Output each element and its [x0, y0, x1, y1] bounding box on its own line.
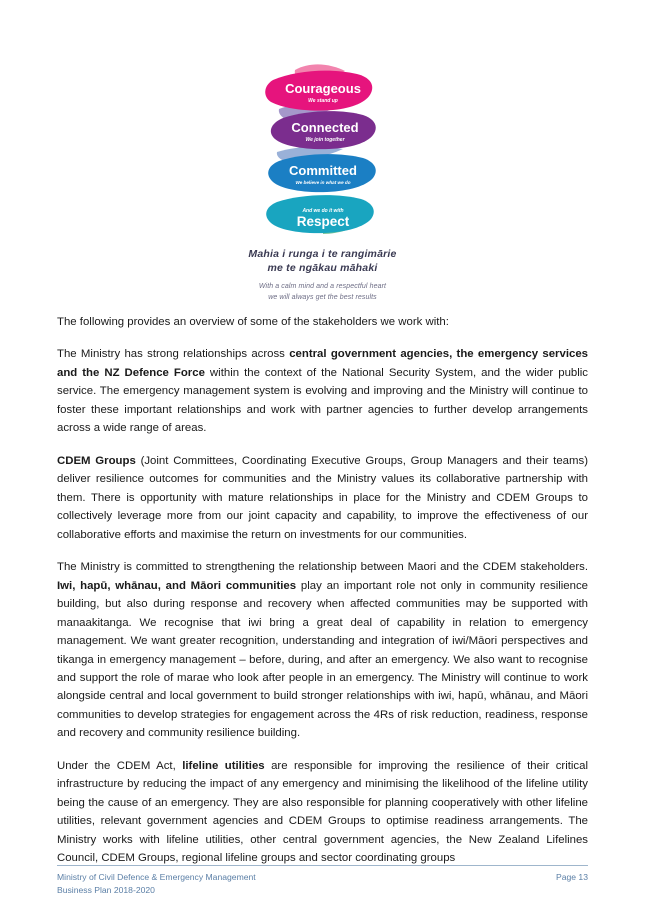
maori-text-bold: Iwi, hapū, whānau, and Māori communities: [57, 579, 297, 592]
tagline-maori-line-2: me te ngākau māhaki: [267, 262, 378, 275]
band-respect-title: Respect: [296, 214, 349, 229]
paragraph-lifeline-utilities: [57, 757, 588, 868]
lifeline-text-bold: lifeline utilities: [182, 759, 265, 772]
band-committed-subtitle: We believe in what we do: [294, 180, 351, 185]
maori-text-post: play an important role not only in community resilience building, but also during response and recovery when affected communities may be supported with manaakitanga. We recognise that iwi bring a great deal of capability in relation to emergency management. We want greater recognition, understanding and integration of iwi/Māori perspectives and tikanga in emergency management – before, during, and after an emergency. We also want to recognise and support the role of marae who look after people in an emergency. The Ministry will continue to work alongside central and local government to build stronger relationships with iwi, hapū, whānau, and Māori communities to develop strategies for engagement across the 4Rs of risk reduction, readiness, response and recovery and community resilience building.: [57, 579, 588, 740]
values-tagline: [248, 247, 396, 303]
band-committed-title: Committed: [288, 163, 357, 178]
ministry-text-post: within the context of the National Security System, and the wider public service. The emergency management system is evolving and improving and the Ministry will continue to foster these important relationships and work with partner agencies to further develop arrangements across a wide range of areas.: [57, 366, 588, 435]
paragraph-maori-stakeholders: [57, 558, 588, 743]
values-logo-block: [0, 0, 645, 303]
maori-text-pre: The Ministry is committed to strengthening the relationship between Maori and the CDEM stakeholders.: [57, 561, 588, 574]
tagline-english-line-2: we will always get the best results: [268, 293, 377, 301]
document-body: [57, 313, 588, 868]
footer-organisation: [57, 871, 256, 897]
footer-page-number: Page 13: [555, 872, 588, 883]
ministry-text-bold: central government agencies, the emergency services and the NZ Defence Force: [57, 348, 588, 379]
tagline-maori-line-1: Mahia i runga i te rangimārie: [248, 248, 397, 260]
footer-line-1: Ministry of Civil Defence & Emergency Management: [57, 872, 256, 883]
cdem-values-logo: [253, 62, 393, 237]
lifeline-text-pre: Under the CDEM Act,: [57, 759, 183, 772]
band-courageous-title: Courageous: [284, 81, 361, 96]
cdem-text-bold: CDEM Groups: [57, 454, 136, 467]
band-connected-title: Connected: [290, 120, 359, 135]
ministry-text-pre: The Ministry has strong relationships across: [57, 348, 290, 361]
footer-line-2: Business Plan 2018-2020: [57, 885, 155, 896]
band-connected-subtitle: We join together: [304, 137, 345, 143]
paragraph-cdem-groups: [57, 452, 588, 544]
page-footer: [57, 865, 588, 897]
band-respect-subtitle: And we do it with: [301, 208, 344, 214]
lifeline-text-post: are responsible for improving the resilience of their critical infrastructure by reducing the impact of any emergency and minimising the likelihood of the lifeline utility being the cause of an emergency. They are also responsible for planning cooperatively with other lifeline utilities, relevant government agencies and CDEM Groups to optimise readiness arrangements. The Ministry works with lifeline utilities, other central government agencies, the New Zealand Lifelines Council, CDEM Groups, regional lifeline groups and sector coordinating groups: [57, 759, 588, 865]
paragraph-ministry-relationships: [57, 345, 588, 437]
paragraph-intro: The following provides an overview of some of the stakeholders we work with:: [57, 316, 449, 328]
tagline-english-line-1: With a calm mind and a respectful heart: [258, 283, 387, 291]
cdem-text-post: (Joint Committees, Coordinating Executive Groups, Group Managers and their teams) deliver resilience outcomes for communities and the Ministry values its collaborative partnership with them. There is opportunity with mature relationships in place for the Ministry and CDEM Groups to collectively leverage more from our joint capacity and capability, to improve the effectiveness of our collaborative efforts and maximise the return on investments for our communities.: [57, 454, 588, 541]
band-courageous-subtitle: We stand up: [307, 98, 338, 104]
